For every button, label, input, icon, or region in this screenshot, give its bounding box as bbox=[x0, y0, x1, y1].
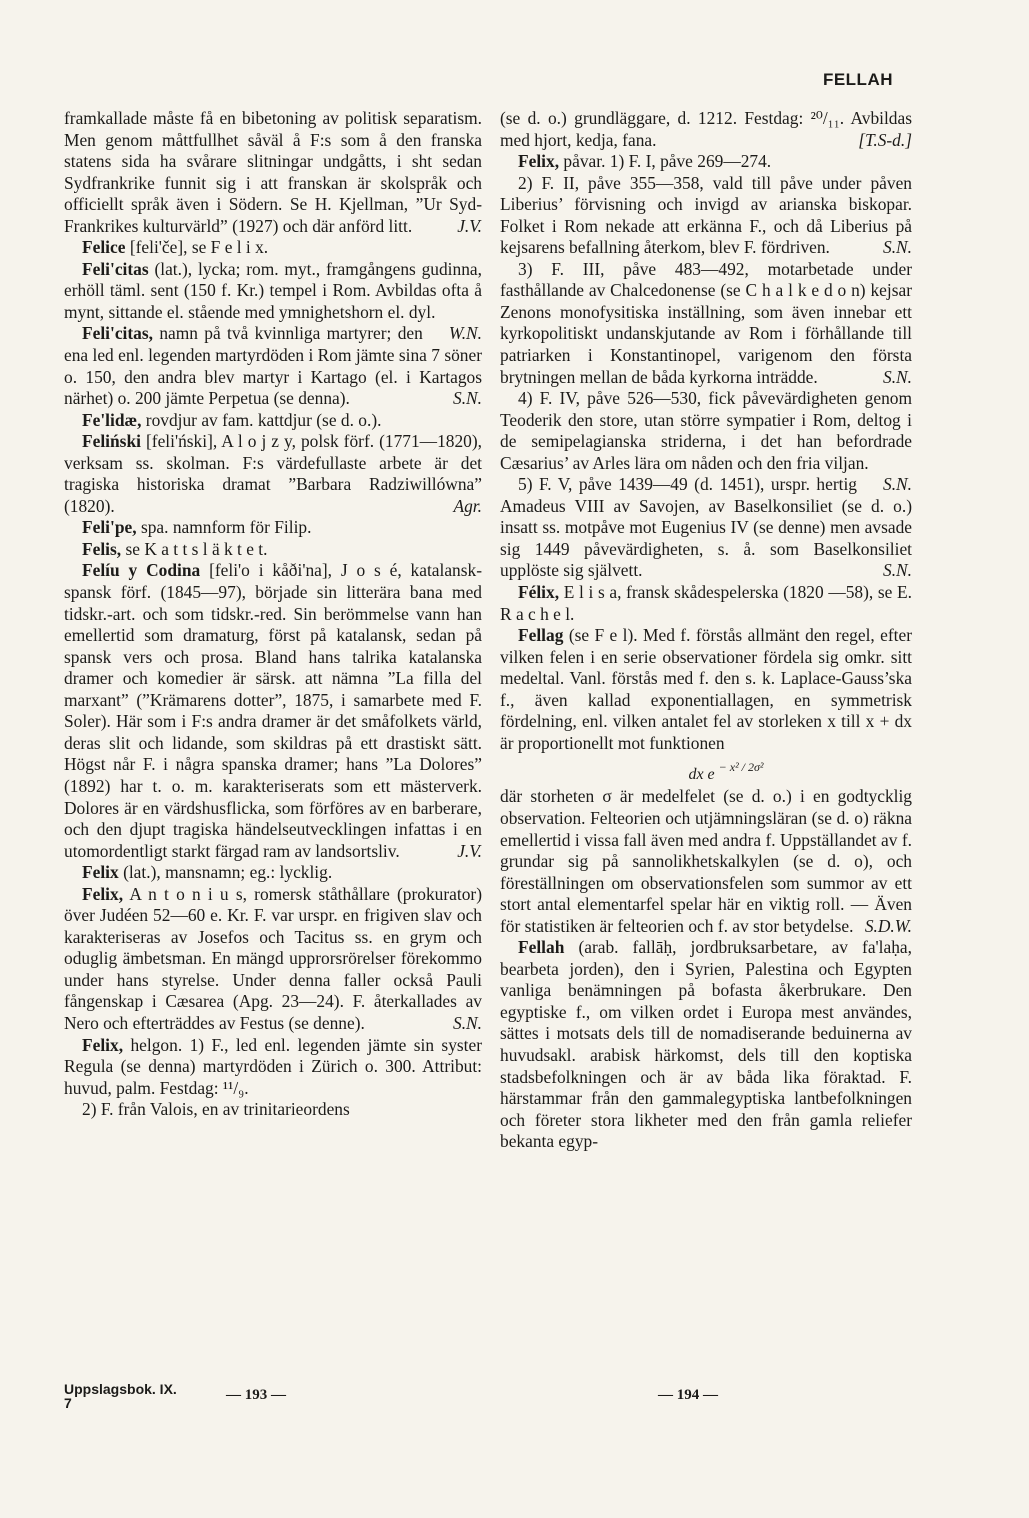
entry-headword: Felíu y Codina bbox=[82, 560, 201, 581]
entry-paragraph bbox=[64, 410, 482, 432]
entry-text: A n t o n i u s, romersk ståthållare (prokurator) över Judéen 52—60 e. Kr. F. var urspr. en frigiven slav och karakteriseras av Josefos och Tacitus ss. en grym och oduglig ämbetsman. En mängd upprorsrörelser förekommo under hans styrelse. Under denna faller också Pauli fångenskap i Cæsarea (Apg. 23—24). F. återkallades av Nero och efterträddes av Festus (se denne). bbox=[64, 883, 482, 1033]
entry-paragraph bbox=[500, 173, 912, 259]
entry-headword: Felix, bbox=[82, 883, 124, 904]
entry-headword: Feli'citas, bbox=[82, 323, 153, 344]
entry-paragraph bbox=[64, 108, 482, 237]
entry-headword: Félix, bbox=[518, 582, 560, 603]
entry-headword: Fellag bbox=[518, 625, 564, 646]
entry-text: där storheten σ är medelfelet (se d. o.) i en godtycklig observation. Felteorien och utjämningsläran (se d. o) räkna emellertid i vissa fall även med andra f. Uppställandet av f. grundar sig på sannolikhetskalkylen (se d. o), och föreställningen om observationsfelen som summor av ett stort antal elementarfel spelar här en viktig roll. — Även för statistiken är felteorien och f. av stor betydelse. bbox=[500, 786, 912, 936]
entry-text: (se d. o.) grundläggare, d. 1212. Festdag: ²⁰/₁₁. Avbildas med hjort, kedja, fana. bbox=[500, 108, 912, 150]
entry-text: (se F e l). Med f. förstås allmänt den regel, efter vilken felen i en serie observationer fördela sig omkr. sitt medeltal. Vanl. förstås med f. den s. k. Laplace-Gauss’ska f., även kallad exponentiallagen, en symmetrisk fördelning, enl. vilken antalet fel av storleken x till x + dx är proportionellt mot funktionen bbox=[500, 625, 912, 753]
entry-paragraph bbox=[64, 884, 482, 1035]
formula-exponent: − x² / 2σ² bbox=[718, 760, 764, 775]
entry-headword: Felice bbox=[82, 237, 126, 258]
entry-text: helgon. 1) F., led enl. legenden jämte sin syster Regula (se denna) martyrdöden i Zürich o. 300. Attribut: huvud, palm. Festdag: ¹¹/₉. bbox=[64, 1034, 482, 1098]
page-number-left: — 193 — bbox=[226, 1387, 286, 1403]
entry-headword: Fellah bbox=[518, 937, 565, 958]
entry-paragraph bbox=[500, 108, 912, 151]
entry-paragraph bbox=[500, 388, 912, 495]
author-signature: J.V. bbox=[457, 215, 482, 236]
entry-text: [feli'o i kåði'na], J o s é, katalansk-spansk förf. (1845—97), började sin litterära bana med tidskr.-art. och som tidskr.-red. Sin berömmelse vann han emellertid som dramaturg, först på katalansk, sedan på spansk vers och prosa. Bland hans talrika katalanska dramer och komedier är särsk. att nämna ”La filla del marxant” (”Krämarens dotter”, 1875, i samarbete med F. Soler). Här som i F:s andra dramer är det småfolkets värld, deras slit och lidande, som skildras på ett drastiskt sätt. Högst når F. i några spanska dramer; hans ”La Dolores” (1892) har t. o. m. karakteriserats som ett mästerverk. Dolores är en värdshusflicka, som förföres av en barberare, och den djupt tragiska händelseutvecklingen infattas i en utomordentligt starkt färgad ram av landsortsliv. bbox=[64, 560, 482, 861]
entry-paragraph bbox=[64, 517, 482, 539]
entry-text: (lat.), lycka; rom. myt., framgångens gudinna, erhöll täml. sent (150 f. Kr.) tempel i Rom. Avbildas ofta å mynt, sittande el. stående med ymnighetshorn el. dyl. bbox=[64, 258, 482, 322]
formula-base: dx e bbox=[688, 766, 715, 784]
entry-paragraph bbox=[64, 1035, 482, 1100]
author-signature: S.N. bbox=[453, 388, 482, 409]
entry-paragraph bbox=[64, 237, 482, 259]
entry-paragraph bbox=[500, 786, 912, 937]
entry-text: påvar. 1) F. I, påve 269—274. bbox=[563, 151, 772, 172]
entry-paragraph bbox=[500, 151, 912, 173]
entry-headword: Felis, bbox=[82, 538, 122, 559]
entry-text: E l i s a, fransk skådespelerska (1820 —58), se E. R a c h e l. bbox=[500, 582, 912, 624]
entry-headword: Fe'lidæ, bbox=[82, 409, 142, 430]
entry-text: 4) F. IV, påve 526—530, fick påvevärdigheten genom Teoderik den store, utan större sympatier i Rom, deltog i de semipelagianska striderna, i det han befordrade Cæsarius’ av Arles lära om nåden och den fria viljan. bbox=[500, 388, 912, 473]
entry-headword: Felix, bbox=[82, 1034, 124, 1055]
entry-text: [feli'ński], A l o j z y, polsk förf. (1771—1820), verksam ss. skolman. F:s värdefullaste arbete är det tragiska historiska dramat ”Barbara Radziwillówna” (1820). bbox=[64, 431, 482, 516]
author-signature: W.N. bbox=[448, 323, 482, 344]
entry-headword: Felix bbox=[82, 862, 119, 883]
entry-text: namn på två kvinnliga martyrer; den ena led enl. legenden martyrdöden i Rom jämte sina 7 söner o. 150, den andra blev martyr i Kartago (el. i Kartagos närhet) o. 200 jämte Perpetua (se denna). bbox=[64, 323, 482, 409]
entry-paragraph bbox=[64, 539, 482, 561]
entry-text: (arab. fallāḥ, jordbruksarbetare, av fa'laḥa, bearbeta jorden), den i Syrien, Palestina och Egypten vanliga benämningen på bofasta åkerbrukare. Den egyptiske f., om vilken ordet i Europa mest användes, sättes i motsats dels till de nomadiserande beduinerna av huvudsakl. arabisk härkomst, dels till den koptiska stadsbefolkningen och är av båda lika föraktad. F. härstammar från den gammalegyptiska lantbefolkningen och företer stora likheter med den från gamla reliefer bekanta egyp- bbox=[500, 937, 912, 1152]
entry-text: 2) F. II, påve 355—358, vald till påve under påven Liberius’ förvisning och invigd av arianska biskopar. Folket i Rom nekade att erkänna F., och då Liberius på kejsarens befallning återkom, blev F. fördriven. bbox=[500, 172, 912, 258]
footer-book-label bbox=[64, 1382, 177, 1410]
author-signature: S.N. bbox=[453, 1012, 482, 1033]
entry-text: 3) F. III, påve 483—492, motarbetade under fasthållande av Chalcedonense (se C h a l k e d o n) kejsar Zenons monofysitiska inställning, som även innebar ett kyrkopolitiskt undanskjutande av Rom i förhållande till patriarken i Konstantinopel, varigenom den första brytningen mellan de båda kyrkorna inträdde. bbox=[500, 258, 912, 387]
entry-paragraph bbox=[64, 1099, 482, 1121]
footer-sheet: 7 bbox=[64, 1395, 72, 1411]
entry-paragraph bbox=[500, 937, 912, 1152]
author-signature: Agr. bbox=[453, 495, 482, 516]
page-number-right: — 194 — bbox=[658, 1387, 718, 1403]
entry-paragraph bbox=[64, 431, 482, 517]
right-column bbox=[500, 108, 912, 1153]
entry-text: se K a t t s l ä k t e t. bbox=[125, 538, 268, 559]
entry-headword: Feliński bbox=[82, 431, 141, 452]
entry-text: 2) F. från Valois, en av trinitarieordens bbox=[82, 1099, 350, 1120]
entry-text: 5) F. V, påve 1439—49 (d. 1451), urspr. hertig Amadeus VIII av Savojen, av Baselkonsiliet (se d. o.) insatt ss. motpåve mot Eugenius IV (se denne) men avsade sig 1449 påvevärdigheten, s. å. som Baselkonsiliet upplöste sig självett. bbox=[500, 474, 912, 581]
entry-headword: Feli'citas bbox=[82, 258, 149, 279]
author-signature: S.N. bbox=[883, 560, 912, 581]
left-column bbox=[64, 108, 482, 1121]
author-signature: S.N. bbox=[883, 366, 912, 387]
entry-paragraph bbox=[64, 323, 482, 409]
footer-book: Uppslagsbok. IX. bbox=[64, 1381, 177, 1397]
entry-text: rovdjur av fam. kattdjur (se d. o.). bbox=[145, 409, 382, 430]
entry-paragraph bbox=[500, 474, 912, 582]
entry-text: framkallade måste få en bibetoning av politisk separatism. Men genom måttfullhet såväl å F:s som å den franska statens sida ha svårare slitningar undgåtts, i sht sedan Sydfrankrike funnit sig i att franskan är skolspråk och officiellt språk även i Södern. Se H. Kjellman, ”Ur Syd-Frankrikes kulturvärld” (1927) och där anförd litt. bbox=[64, 108, 482, 236]
exponential-formula bbox=[500, 754, 912, 786]
author-signature: S.N. bbox=[883, 237, 912, 258]
entry-text: [feli'če], se F e l i x. bbox=[129, 237, 269, 258]
entry-text: (lat.), mansnamn; eg.: lycklig. bbox=[123, 862, 333, 883]
entry-paragraph bbox=[500, 625, 912, 754]
entry-paragraph bbox=[500, 259, 912, 388]
entry-paragraph bbox=[64, 862, 482, 884]
entry-paragraph bbox=[64, 560, 482, 862]
author-signature: [T.S-d.] bbox=[858, 129, 912, 150]
author-signature: J.V. bbox=[457, 840, 482, 861]
entry-text: spa. namnform för Filip. bbox=[140, 517, 312, 538]
entry-paragraph bbox=[64, 258, 482, 344]
running-head: FELLAH bbox=[822, 70, 893, 89]
author-signature: S.D.W. bbox=[864, 915, 912, 936]
entry-paragraph bbox=[500, 582, 912, 625]
entry-headword: Feli'pe, bbox=[82, 517, 137, 538]
author-signature: S.N. bbox=[883, 474, 912, 495]
entry-headword: Felix, bbox=[518, 151, 560, 172]
